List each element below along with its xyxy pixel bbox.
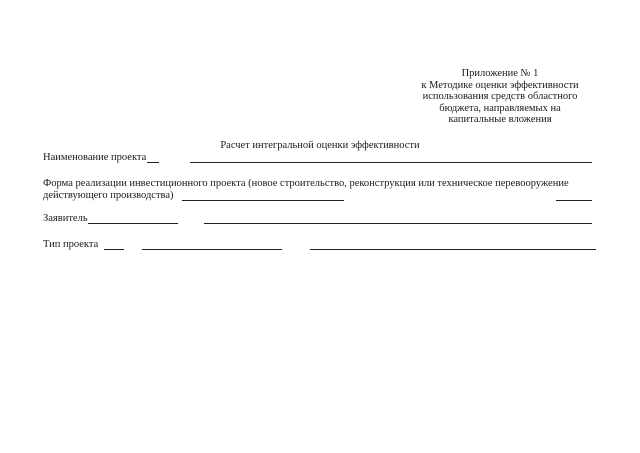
- investment-form-label: Форма реализации инвестиционного проекта (новое строительство, реконструкция или техническое перевооружение: [43, 178, 569, 189]
- project-name-label: Наименование проекта: [43, 152, 147, 163]
- appendix-line: использования средств областного: [422, 91, 578, 103]
- applicant-blank-short[interactable]: [88, 223, 178, 224]
- project-type-blank-end[interactable]: [310, 249, 596, 250]
- investment-form-label-cont: действующего производства): [43, 190, 174, 201]
- applicant-blank[interactable]: [204, 223, 592, 224]
- project-type-blank-short[interactable]: [104, 249, 124, 250]
- project-type-blank[interactable]: [142, 249, 282, 250]
- appendix-line: к Методике оценки эффективности: [421, 79, 579, 91]
- applicant-label: Заявитель: [43, 213, 88, 224]
- appendix-number: Приложение № 1: [461, 68, 539, 79]
- project-name-blank-short: [147, 162, 159, 163]
- investment-form-blank-end[interactable]: [556, 200, 592, 201]
- project-type-label: Тип проекта: [43, 239, 99, 250]
- investment-form-blank[interactable]: [182, 200, 344, 201]
- appendix-line: капитальные вложения: [448, 114, 552, 126]
- appendix-line: бюджета, направляемых на: [439, 102, 561, 114]
- appendix-note: [390, 68, 610, 126]
- document-title: Расчет интегральной оценки эффективности: [220, 140, 420, 151]
- project-name-blank[interactable]: [190, 162, 592, 163]
